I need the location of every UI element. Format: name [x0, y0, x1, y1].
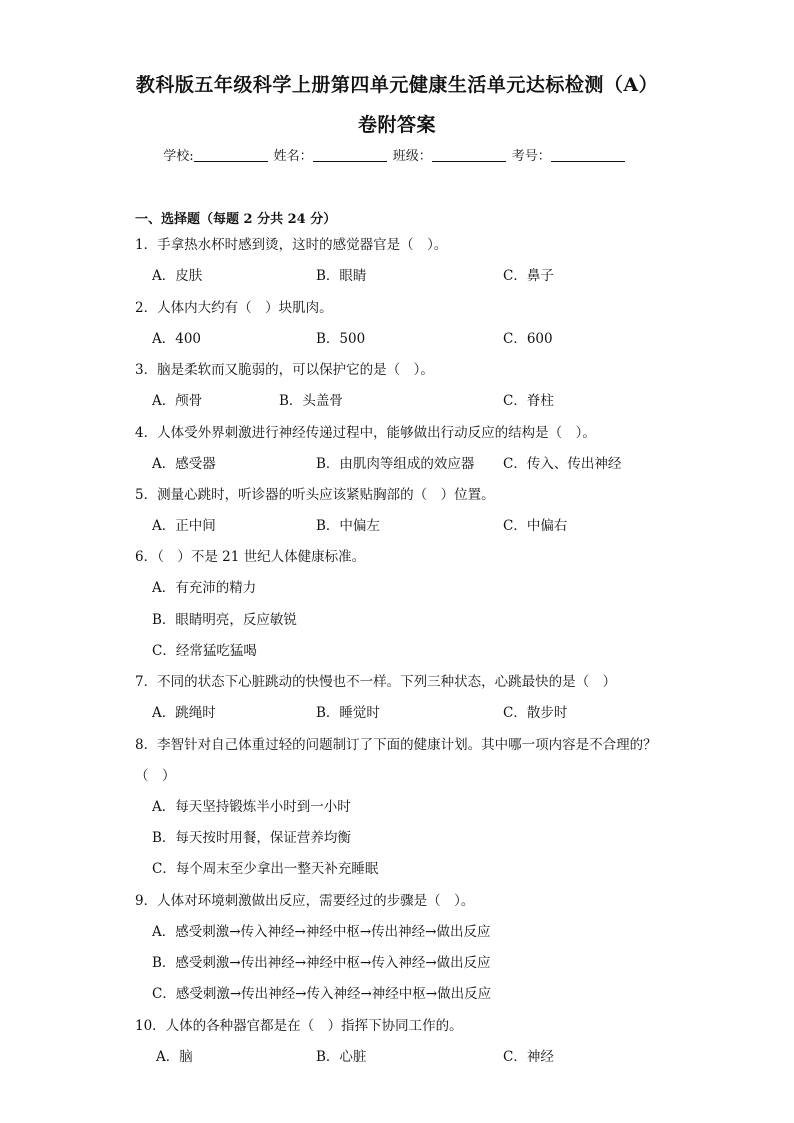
option-c: C．神经 — [503, 1049, 554, 1065]
class-blank[interactable] — [432, 149, 506, 162]
question-stem: 4．人体受外界刺激进行神经传递过程中，能够做出行动反应的结构是（ ）。 — [135, 425, 596, 441]
option-a: A．每天坚持锻炼半小时到一小时 — [152, 799, 351, 815]
name-label: 姓名： — [273, 149, 313, 164]
option-b: B．每天按时用餐，保证营养均衡 — [152, 830, 351, 846]
option-a: A．脑 — [156, 1049, 193, 1065]
option-a: A．感受刺激→传入神经→神经中枢→传出神经→做出反应 — [152, 924, 491, 940]
option-a: A．400 — [152, 331, 202, 347]
option-c: C．鼻子 — [503, 268, 554, 284]
option-a: A．感受器 — [152, 456, 216, 472]
question-stem: 2．人体内大约有（ ）块肌肉。 — [135, 300, 333, 316]
option-b: B．500 — [316, 331, 366, 347]
option-c: C．脊柱 — [503, 393, 554, 409]
option-b: B．眼睛 — [316, 268, 367, 284]
option-b: B．中偏左 — [316, 518, 380, 534]
question-stem: 6．（ ）不是 21 世纪人体健康标准。 — [135, 549, 366, 565]
document-title: 教科版五年级科学上册第四单元健康生活单元达标检测（A） — [135, 74, 659, 96]
question-stem-continued: （ ） — [135, 768, 176, 784]
class-label: 班级： — [392, 149, 432, 164]
document-title-continued: 卷附答案 — [357, 114, 436, 136]
option-a: A．跳绳时 — [152, 705, 216, 721]
name-blank[interactable] — [313, 149, 387, 162]
option-b: B．心脏 — [316, 1049, 367, 1065]
option-a: A．皮肤 — [152, 268, 203, 284]
question-stem: 3．脑是柔软而又脆弱的，可以保护它的是（ ）。 — [135, 362, 434, 378]
question-stem: 8．李智针对自己体重过轻的问题制订了下面的健康计划。其中哪一项内容是不合理的？ — [135, 737, 657, 753]
exam-number-label: 考号： — [511, 149, 551, 164]
school-blank[interactable] — [194, 149, 268, 162]
option-c: C．经常猛吃猛喝 — [152, 643, 257, 659]
question-stem: 7．不同的状态下心脏跳动的快慢也不一样。下列三种状态，心跳最快的是（ ） — [135, 674, 617, 690]
option-b: B．感受刺激→传出神经→神经中枢→传入神经→做出反应 — [152, 955, 491, 971]
section-heading: 一、选择题（每题 2 分共 24 分） — [135, 212, 337, 227]
option-c: C．600 — [503, 331, 553, 347]
option-c: C．传入、传出神经 — [503, 456, 622, 472]
option-a: A．正中间 — [152, 518, 216, 534]
question-stem: 5．测量心跳时，听诊器的听头应该紧贴胸部的（ ）位置。 — [135, 487, 495, 503]
option-a: A．有充沛的精力 — [152, 580, 257, 596]
option-c: C．感受刺激→传出神经→传入神经→神经中枢→做出反应 — [152, 986, 492, 1002]
question-stem: 10．人体的各种器官都是在（ ）指挥下协同工作的。 — [135, 1018, 463, 1034]
option-b: B．头盖骨 — [279, 393, 343, 409]
student-info-row — [0, 145, 794, 164]
exam-number-blank[interactable] — [551, 149, 625, 162]
school-label: 学校: — [163, 149, 194, 164]
option-c: C．中偏右 — [503, 518, 568, 534]
option-a: A．颅骨 — [152, 393, 203, 409]
option-b: B．睡觉时 — [316, 705, 380, 721]
option-b: B．由肌肉等组成的效应器 — [316, 456, 475, 472]
option-c: C．每个周末至少拿出一整天补充睡眠 — [152, 861, 379, 877]
question-stem: 9．人体对环境刺激做出反应，需要经过的步骤是（ ）。 — [135, 893, 475, 909]
option-b: B．眼睛明亮，反应敏锐 — [152, 612, 297, 628]
question-stem: 1．手拿热水杯时感到烫，这时的感觉器官是（ ）。 — [135, 237, 448, 253]
option-c: C．散步时 — [503, 705, 568, 721]
